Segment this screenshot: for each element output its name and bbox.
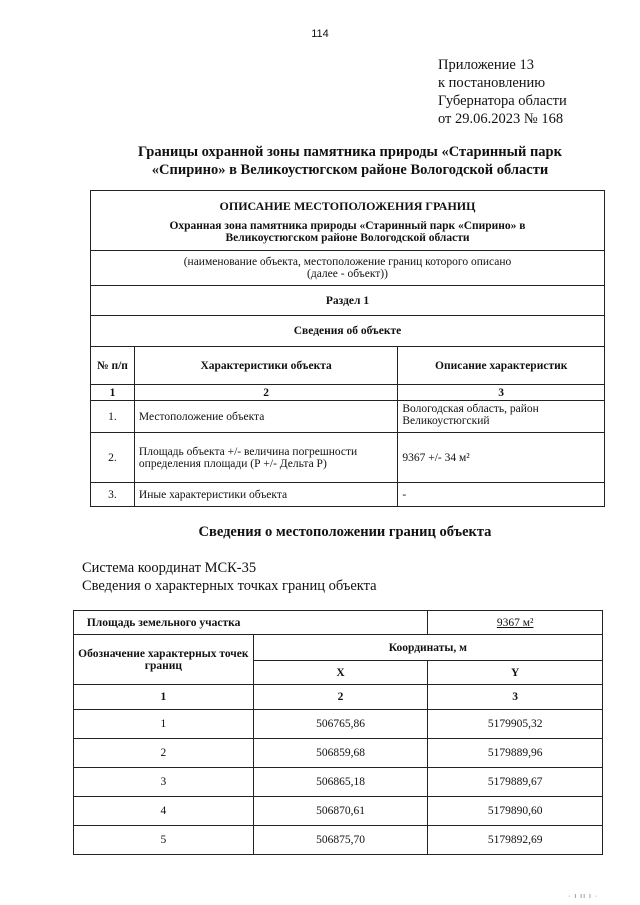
column-header-point: Обозначение характерных точек границ [74,635,254,685]
column-index: 3 [428,685,603,710]
table-heading: ОПИСАНИЕ МЕСТОПОЛОЖЕНИЯ ГРАНИЦ [91,191,605,215]
appendix-line: Приложение 13 [438,57,534,73]
footer-mark: · ı ıı ı · [568,893,599,900]
column-index: 1 [91,385,135,401]
page-number: 114 [311,28,329,40]
table-row [74,739,603,768]
description-table [90,190,605,507]
column-index: 1 [74,685,254,710]
appendix-line: Губернатора области [438,93,567,109]
column-index: 2 [134,385,397,401]
points-caption: Сведения о характерных точках границ объекта [82,578,377,594]
coord-y: 5179889,67 [428,768,603,797]
appendix-line: к постановлению [438,75,546,91]
row-characteristic: Иные характеристики объекта [134,483,397,507]
point-label: 2 [74,739,254,768]
table-row [74,710,603,739]
row-description: 9367 +/- 34 м² [398,433,605,483]
object-name-line: Великоустюгском районе Вологодской области [225,232,470,244]
coord-y: 5179892,69 [428,826,603,855]
object-caption [91,251,605,286]
coord-y: 5179889,96 [428,739,603,768]
coord-x: 506765,86 [253,710,428,739]
point-label: 5 [74,826,254,855]
row-characteristic: Площадь объекта +/- величина погрешности определения площади (Р +/- Дельта Р) [134,433,397,483]
table-row [91,401,605,433]
appendix-block [438,56,567,128]
object-name-line: Охранная зона памятника природы «Старинный парк «Спирино» в [169,220,526,232]
coordinate-system: Система координат МСК-35 [82,560,257,576]
area-label: Площадь земельного участка [74,611,254,635]
table-row [74,826,603,855]
caption-line: (далее - объект)) [307,268,388,280]
column-header-y: Y [428,661,603,685]
title-line: Границы охранной зоны памятника природы «Старинный парк [138,144,562,160]
area-value: 9367 м² [428,611,603,635]
row-number: 3. [91,483,135,507]
coordinates-table [73,610,603,855]
column-header-coords: Координаты, м [253,635,602,661]
title-line: «Спирино» в Великоустюгском районе Вологодской области [151,162,549,178]
column-index: 2 [253,685,428,710]
point-label: 4 [74,797,254,826]
coord-x: 506875,70 [253,826,428,855]
row-description: - [398,483,605,507]
section-subtitle: Сведения об объекте [91,316,605,347]
row-characteristic: Местоположение объекта [134,401,397,433]
column-header-no: № п/п [91,347,135,385]
point-label: 1 [74,710,254,739]
coord-y: 5179905,32 [428,710,603,739]
column-header-x: X [253,661,428,685]
row-description: Вологодская область, район Великоустюгский [398,401,605,433]
document-title [90,143,610,179]
table-row [91,433,605,483]
table-row [74,768,603,797]
table-row [74,797,603,826]
table-row [91,483,605,507]
row-number: 1. [91,401,135,433]
caption-line: (наименование объекта, местоположение границ которого описано [183,256,512,268]
section-label: Раздел 1 [91,286,605,316]
object-name [91,214,605,251]
column-header-characteristic: Характеристики объекта [134,347,397,385]
coord-x: 506870,61 [253,797,428,826]
coordinate-system-block [82,559,377,595]
point-label: 3 [74,768,254,797]
column-index: 3 [398,385,605,401]
coord-x: 506865,18 [253,768,428,797]
appendix-line: от 29.06.2023 № 168 [438,111,564,127]
coord-x: 506859,68 [253,739,428,768]
coord-y: 5179890,60 [428,797,603,826]
row-number: 2. [91,433,135,483]
location-section-title: Сведения о местоположении границ объекта [198,524,492,540]
column-header-description: Описание характеристик [398,347,605,385]
